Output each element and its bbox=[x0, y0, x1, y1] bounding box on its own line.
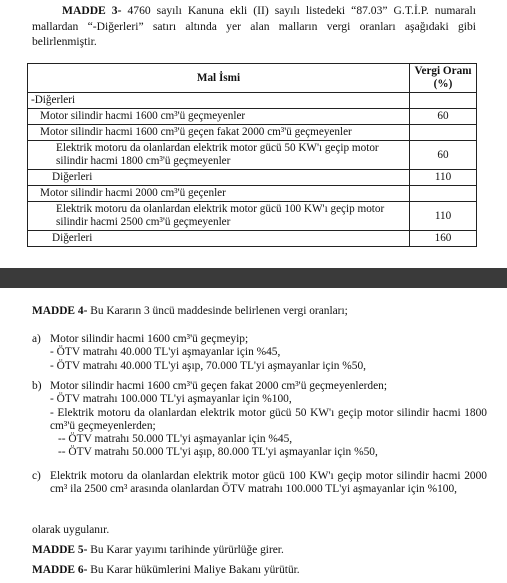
item-b-line-1: Motor silindir hacmi 1600 cm³'ü geçen fakat 2000 cm³'ü geçmeyenlerden; bbox=[50, 380, 388, 392]
document-top-section bbox=[0, 0, 507, 268]
item-b-marker: b) bbox=[32, 380, 42, 392]
table-row bbox=[28, 231, 477, 247]
closing-text: olarak uygulanır. bbox=[32, 524, 110, 536]
madde-4-label: MADDE 4- bbox=[32, 305, 88, 317]
row-name: Diğerleri bbox=[28, 170, 410, 186]
row-rate: 60 bbox=[410, 109, 477, 125]
madde-4-paragraph bbox=[32, 305, 482, 318]
madde-6-label: MADDE 6- bbox=[32, 564, 88, 576]
madde-3-paragraph bbox=[32, 3, 476, 50]
row-name: -Diğerleri bbox=[28, 93, 410, 109]
madde-5-paragraph bbox=[32, 544, 482, 557]
row-rate bbox=[410, 93, 477, 109]
header-mal-ismi: Mal İsmi bbox=[28, 64, 410, 93]
item-c-marker: c) bbox=[32, 470, 41, 482]
item-b-line-4: -- ÖTV matrahı 50.000 TL'yi aşmayanlar için %45, bbox=[58, 433, 293, 446]
item-a-line-1: Motor silindir hacmi 1600 cm³'ü geçmeyip; bbox=[50, 333, 249, 345]
item-c bbox=[32, 470, 487, 497]
table-row bbox=[28, 125, 477, 141]
item-a-marker: a) bbox=[32, 333, 41, 345]
table-row bbox=[28, 141, 477, 170]
row-rate bbox=[410, 186, 477, 202]
row-rate: 110 bbox=[410, 202, 477, 231]
madde-6-text: Bu Karar hükümlerini Maliye Bakanı yürütür. bbox=[90, 564, 300, 576]
item-a-line-3: - ÖTV matrahı 40.000 TL'yi aşıp, 70.000 TL'yi aşmayanlar için %50, bbox=[50, 359, 367, 372]
table-header-row bbox=[28, 64, 477, 93]
item-b-line-5: -- ÖTV matrahı 50.000 TL'yi aşıp, 80.000 TL'yi aşmayanlar için %50, bbox=[58, 446, 378, 459]
row-name: Motor silindir hacmi 2000 cm³'ü geçenler bbox=[28, 186, 410, 202]
item-b-line-2: - ÖTV matrahı 100.000 TL'yi aşmayanlar için %100, bbox=[50, 393, 292, 406]
item-a bbox=[32, 333, 487, 373]
item-c-text: Elektrik motoru da olanlardan elektrik motor gücü 100 KW'ı geçip motor silindir hacmi 2000 cm³ ila 2500 cm³ arasında olanlardan ÖTV matrahı 100.000 TL'yi aşmayanlar için %100, bbox=[50, 470, 487, 496]
document-bottom-section bbox=[0, 288, 507, 583]
page-divider-band bbox=[0, 268, 507, 288]
row-name: Elektrik motoru da olanlardan elektrik motor gücü 50 KW'ı geçip motor silindir hacmi 1800 cm³'ü geçmeyenler bbox=[28, 141, 410, 170]
row-name: Motor silindir hacmi 1600 cm³'ü geçen fakat 2000 cm³'ü geçmeyenler bbox=[28, 125, 410, 141]
item-b-line-3: - Elektrik motoru da olanlardan elektrik motor gücü 50 KW'ı geçip motor silindir hacmi 1800 cm³'ü geçmeyenlerden; bbox=[50, 406, 487, 432]
row-name: Diğerleri bbox=[28, 231, 410, 247]
table-row bbox=[28, 170, 477, 186]
item-a-line-2: - ÖTV matrahı 40.000 TL'yi aşmayanlar için %45, bbox=[50, 346, 281, 359]
table-row bbox=[28, 109, 477, 125]
madde-6-paragraph bbox=[32, 564, 482, 577]
row-name: Elektrik motoru da olanlardan elektrik motor gücü 100 KW'ı geçip motor silindir hacmi 2500 cm³'ü geçmeyenler bbox=[28, 202, 410, 231]
row-rate bbox=[410, 125, 477, 141]
table-row bbox=[28, 202, 477, 231]
table-row bbox=[28, 93, 477, 109]
madde-3-label: MADDE 3- bbox=[62, 4, 122, 17]
madde-3-text: 4760 sayılı Kanuna ekli (II) sayılı listedeki “87.03” G.T.İ.P. numaralı mallardan “-Diğerleri” satırı altında yer alan malların vergi oranları aşağıdaki gibi belirlenmiştir. bbox=[32, 4, 476, 49]
item-b bbox=[32, 380, 487, 460]
row-rate: 110 bbox=[410, 170, 477, 186]
tax-rate-table bbox=[27, 63, 477, 247]
madde-5-text: Bu Karar yayımı tarihinde yürürlüğe girer. bbox=[90, 544, 284, 556]
table-row bbox=[28, 186, 477, 202]
header-vergi-orani: Vergi Oranı (%) bbox=[410, 64, 477, 93]
row-name: Motor silindir hacmi 1600 cm³'ü geçmeyenler bbox=[28, 109, 410, 125]
row-rate: 60 bbox=[410, 141, 477, 170]
madde-4-text: Bu Kararın 3 üncü maddesinde belirlenen vergi oranları; bbox=[90, 305, 348, 317]
madde-5-label: MADDE 5- bbox=[32, 544, 88, 556]
row-rate: 160 bbox=[410, 231, 477, 247]
